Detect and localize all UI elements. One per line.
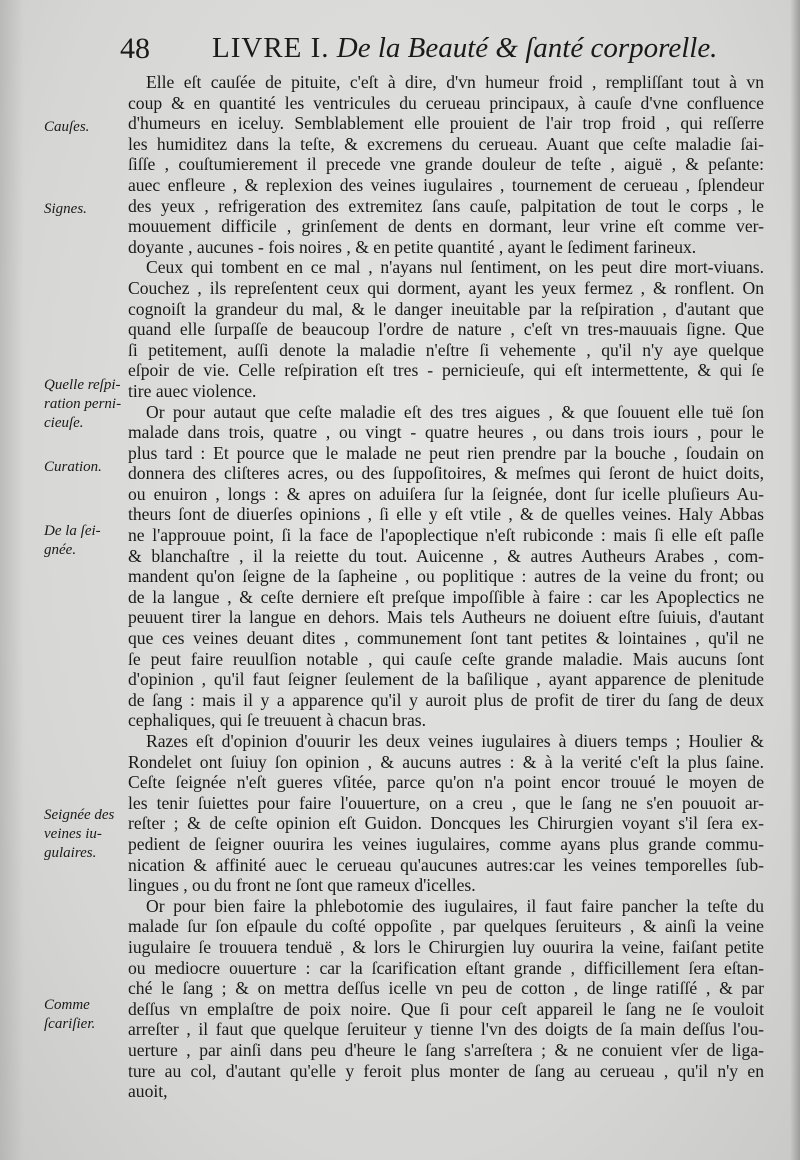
margin-note-curation: Curation.: [44, 459, 102, 475]
text-line: arreſter , il faut que quelque ſeruiteur y tienne l'vn des doigts de ſa main deſſus l'ou-: [128, 1019, 764, 1040]
text-line: ou mediocre ouuerture : car la ſcarification eſtant grande , difficillement ſera eſtan-: [128, 957, 764, 978]
text-line: mandent qu'on ſeigne de la ſapheine , ou poplitique : autres de la veine du front; ou: [128, 566, 764, 587]
page-number: 48: [120, 32, 150, 65]
book-label: LIVRE I.: [212, 32, 330, 64]
text-line: lingues , ou du front ne ſont que rameux d'icelles.: [128, 875, 476, 896]
text-line: cephaliques, qui ſe treuuent à chacun bras.: [128, 710, 426, 731]
text-line: les humiditez dans la teſte, & excremens du cerueau. Auant que ceſte maladie ſai-: [128, 133, 764, 154]
margin-note-comme-scarifier: Comme ſcariſier.: [44, 997, 96, 1032]
text-line: iugulaire ſe trouuera tenduë , & lors le Chirurgien luy ouurira la veine, faiſant petite: [128, 936, 764, 957]
text-line: tire auec violence.: [128, 380, 257, 401]
text-line: ſi petitement, auſſi denote la maladie n'eſtre ſi vehemente , qu'il n'y aye quelque: [128, 339, 764, 360]
text-line: d'humeurs en iceluy. Semblablement elle prouient de l'air trop froid , qui reſſerre: [128, 113, 764, 134]
text-line: plus tard : Et pource que le malade ne peut rien prendre par la bouche , ſoudain on: [128, 442, 764, 463]
text-line: d'opinion , qu'il faut ſeigner ſeulement de la baſilique , ayant apparence de plenitude: [128, 669, 764, 690]
text-line: malade dans trois, quatre , ou vingt - quatre heures , ou dans trois iours , pour le: [128, 422, 764, 443]
text-line: de ſang : mais il y a apparence qu'il y auroit plus de profit de tirer du ſang de deux: [128, 689, 764, 710]
text-line: Rondelet ont ſuiuy ſon opinion , & aucuns autres : & à la verité c'eſt la plus ſaine.: [128, 751, 764, 772]
text-line: cognoiſt la grandeur du mal, & le danger ineuitable par la reſpiration , d'autant que: [128, 298, 764, 319]
margin-note-seignee: De la ſei- gnée.: [44, 523, 101, 558]
text-line: coup & en quantité les ventricules du cerueau principaux, à cauſe d'vne confluence: [128, 92, 764, 113]
text-line: & blanchaſtre , il la reiette du tout. Auicenne , & autres Autheurs Arabes , com-: [128, 545, 764, 566]
text-line: pedient de ſeigner ouurira les veines iugulaires, comme ayans plus grande commu-: [128, 833, 764, 854]
text-line: que ces veines deuant dites , communement ſont tant petites & lointaines , qu'il ne: [128, 628, 764, 649]
text-line: ſiſſe , couſtumierement il precede vne grande douleur de teſte , aiguë , & peſante:: [128, 154, 764, 175]
text-line: malade ſur ſon eſpaule du coſté oppoſite , par quelques ſeruiteurs , & ainſi la veine: [128, 916, 764, 937]
text-line: donnera des cliſteres acres, ou des ſuppoſitoires, & meſmes qui ſeront de huict doits,: [128, 463, 764, 484]
text-line: de la langue , & ceſte derniere eſt preſque impoſſible à faire : car les Apoplectics ne: [128, 586, 764, 607]
running-header: [120, 30, 720, 70]
text-line: Elle eſt cauſée de pituite, c'eſt à dire, d'vn humeur froid , rempliſſant tout à vn: [146, 72, 764, 92]
text-line: Or pour autaut que ceſte maladie eſt des tres aigues , & que ſouuent elle tuë ſon: [146, 401, 764, 422]
text-line: Or pour bien faire la phlebotomie des iugulaires, il faut faire pancher la teſte du: [146, 895, 764, 916]
text-line: auec enfleure , & replexion des veines iugulaires , tournement de cerueau , ſplendeur: [128, 174, 764, 195]
text-line: nication & affinité auec le cerueau qu'aucunes autres:car les veines temporelles ſub-: [128, 854, 764, 875]
margin-note-causes: Cauſes.: [44, 119, 90, 135]
text-line: Couchez , ils repreſentent ceux qui dorment, ayant les yeux fermez , & ronflent. On: [128, 277, 764, 298]
margin-note-respiration: Quelle reſpi- ration perni- cieuſe.: [44, 377, 122, 431]
text-line: eſpoir de vie. Celle reſpiration eſt tres - pernicieuſe, qui eſt intermettente, & qui ſe: [128, 360, 764, 381]
chapter-title: De la Beauté & ſanté corporelle.: [336, 32, 718, 64]
text-line: ché le ſang ; & on mettra deſſus icelle vn peu de cotton , de linge ratiſſé , & par: [128, 978, 764, 999]
page-fold-shadow: [790, 0, 800, 1160]
text-line: mouuement difficile , grinſement de dents en dormant, leur vrine eſt comme ver-: [128, 216, 764, 237]
text-line: Razes eſt d'opinion d'ouurir les deux veines iugulaires à diuers temps ; Houlier &: [146, 731, 764, 751]
text-line: les tenir ſuiettes pour faire l'ouuerture, on a creu , que le ſang ne s'en pouuoit ar-: [128, 792, 764, 813]
margin-note-seignee-veines: Seignée des veines iu- gulaires.: [44, 807, 115, 861]
text-line: ou enuiron , longs : & apres on aduiſera ſur la ſeignée, dont ſur icelle pluſieurs Au-: [128, 483, 764, 504]
text-line: uerture , par ainſi dans peu d'heure le ſang s'arreſtera ; & ne conuient vſer de liga-: [128, 1039, 764, 1060]
text-line: peuuent tirer la langue en dehors. Mais tels Autheurs ne doiuent eſtre ſuiuis, d'autant: [128, 607, 764, 628]
text-line: des yeux , refrigeration des extremitez ſans cauſe, palpitation de tout le corps , le: [128, 195, 764, 216]
body-text: [128, 72, 764, 1102]
text-line: doyante , aucunes - fois noires , & en petite quantité , ayant le ſediment farineux.: [128, 236, 697, 257]
text-line: auoit,: [128, 1081, 168, 1102]
text-line: Ceſte ſeignée n'eſt gueres vſitée, parce qu'on n'a point encor trouué le moyen de: [128, 772, 764, 793]
text-line: ne l'approuue point, ſi la face de l'apoplectique n'eſt rubiconde : mais ſi elle eſt paſle: [128, 525, 764, 546]
text-line: theurs ſont de diuerſes opinions , ſi elle y eſt vtile , & de quelles veines. Haly Abbas: [128, 504, 764, 525]
text-line: deſſus vn emplaſtre de poix noire. Que ſi pour ceſt appareil le ſang ne ſe vouloit: [128, 998, 764, 1019]
text-line: ture au col, d'autant qu'elle y feroit plus monter de ſang au cerueau , qu'il n'y en: [128, 1060, 764, 1081]
running-title: [212, 32, 717, 65]
text-line: reſter ; & de ceſte opinion eſt Guidon. Doncques les Chirurgien voyant s'il ſera ex-: [128, 813, 764, 834]
text-line: ſe peut faire reuulſion notable , qui cauſe ceſte grande maladie. Mais aucuns ſont: [128, 648, 764, 669]
text-line: quand elle ſurpaſſe de beaucoup l'ordre de nature , c'eſt vn tres-mauuais ſigne. Que: [128, 319, 764, 340]
text-line: Ceux qui tombent en ce mal , n'ayans nul ſentiment, on les peut dire mort-viuans.: [146, 257, 764, 278]
margin-note-signes: Signes.: [44, 201, 87, 217]
page-edge-shadow: [0, 0, 24, 1160]
